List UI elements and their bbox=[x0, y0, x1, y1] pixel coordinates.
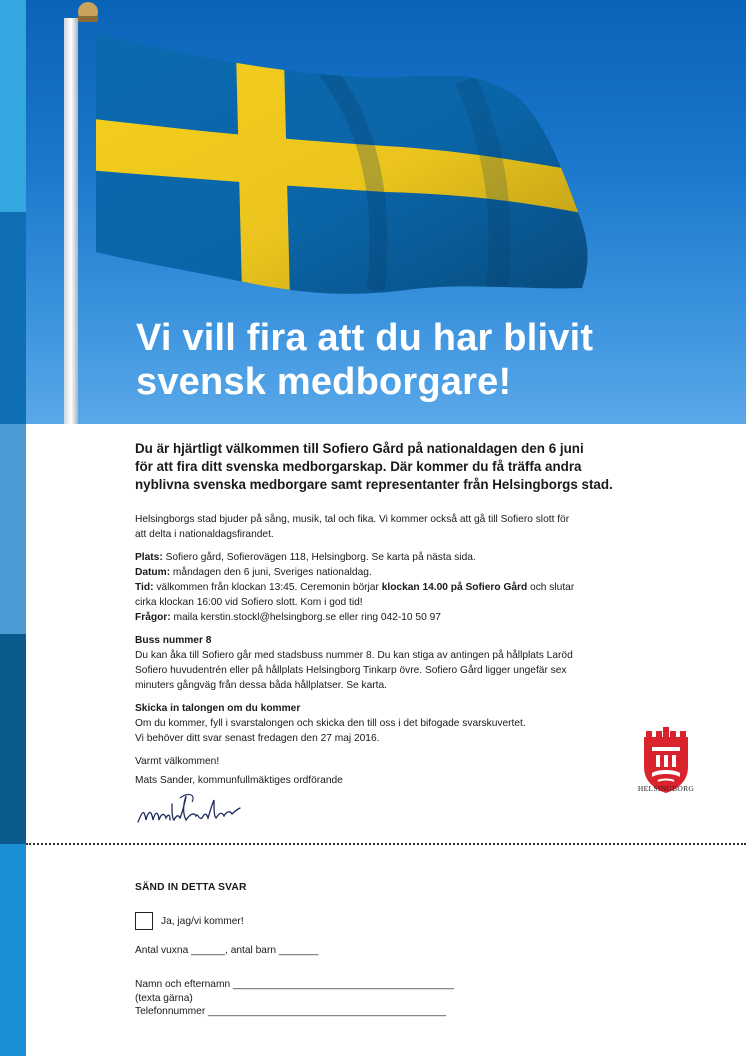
closing-section bbox=[135, 754, 645, 788]
handwritten-signature bbox=[136, 790, 246, 830]
reply-line: Vi behöver ditt svar senast fredagen den 27 maj 2016. bbox=[135, 733, 380, 744]
time-highlight: klockan 14.00 på Sofiero Gård bbox=[381, 582, 528, 593]
name-field[interactable]: Namn och efternamn _______________________________________ bbox=[135, 979, 454, 990]
date-label: Datum: bbox=[135, 567, 171, 578]
form-title: SÄND IN DETTA SVAR bbox=[135, 882, 247, 893]
reply-heading-text: Skicka in talongen om du kommer bbox=[135, 703, 301, 714]
hero-title-line-2: svensk medborgare! bbox=[136, 361, 512, 403]
place-label: Plats: bbox=[135, 552, 163, 563]
bus-line: Du kan åka till Sofiero går med stadsbuss nummer 8. Du kan stiga av antingen på hållplats Laröd bbox=[135, 650, 573, 661]
bus-section bbox=[135, 633, 645, 693]
hero-title bbox=[136, 316, 696, 404]
contact-fields bbox=[135, 978, 454, 1019]
intro-line: Du är hjärtligt välkommen till Sofiero Gård på nationaldagen den 6 juni bbox=[135, 441, 584, 456]
reply-line: Om du kommer, fyll i svarstalongen och skicka den till oss i det bifogade svarskuvertet. bbox=[135, 718, 526, 729]
intro-line: för att fira ditt svenska medborgarskap. Där kommer du få träffa andra bbox=[135, 459, 582, 474]
side-strip-4 bbox=[0, 634, 26, 844]
date-value: måndagen den 6 juni, Sveriges nationaldag. bbox=[170, 567, 372, 578]
attendee-count-field[interactable]: Antal vuxna ______, antal barn _______ bbox=[135, 945, 319, 956]
questions-value: maila kerstin.stockl@helsingborg.se eller ring 042-10 50 97 bbox=[170, 612, 441, 623]
reply-section bbox=[135, 701, 645, 746]
time-value: välkommen från klockan 13:45. Ceremonin börjar bbox=[153, 582, 382, 593]
bus-line: minuters gångväg från dessa båda hållplatser. Se karta. bbox=[135, 680, 388, 691]
offer-paragraph bbox=[135, 512, 645, 542]
helsingborg-logo-text: HELSINGBORG bbox=[637, 784, 695, 793]
reply-heading bbox=[135, 701, 645, 716]
place-row bbox=[135, 550, 645, 565]
cut-line-divider bbox=[26, 843, 746, 845]
hero-title-line-1: Vi vill fira att du har blivit bbox=[136, 317, 594, 359]
time-row-2: cirka klockan 16:00 vid Sofiero slott. Kom i god tid! bbox=[135, 597, 363, 608]
questions-label: Frågor: bbox=[135, 612, 171, 623]
intro-line: nyblivna svenska medborgare samt representanter från Helsingborgs stad. bbox=[135, 477, 613, 492]
offer-line: att delta i nationaldagsfirandet. bbox=[135, 529, 274, 540]
hero-image bbox=[26, 0, 746, 424]
reply-form bbox=[135, 882, 635, 1017]
attendance-checkbox-row[interactable] bbox=[135, 911, 244, 931]
offer-line: Helsingborgs stad bjuder på sång, musik, tal och fika. Vi kommer också att gå till Sofiero slott för bbox=[135, 514, 570, 525]
side-strip-1 bbox=[0, 0, 26, 212]
phone-field[interactable]: Telefonnummer __________________________________________ bbox=[135, 1006, 447, 1017]
questions-row bbox=[135, 610, 645, 625]
bus-heading bbox=[135, 633, 645, 648]
attendance-checkbox[interactable] bbox=[135, 912, 153, 930]
time-value-end: och slutar bbox=[527, 582, 575, 593]
invitation-body bbox=[135, 440, 645, 788]
time-label: Tid: bbox=[135, 582, 154, 593]
name-field-note: (texta gärna) bbox=[135, 992, 193, 1004]
side-strip-2 bbox=[0, 212, 26, 424]
side-strip-5 bbox=[0, 844, 26, 1056]
closing-sender: Mats Sander, kommunfullmäktiges ordförande bbox=[135, 775, 343, 786]
place-value: Sofiero gård, Sofierovägen 118, Helsingborg. Se karta på nästa sida. bbox=[162, 552, 476, 563]
side-strip-3 bbox=[0, 424, 26, 634]
attendance-checkbox-label: Ja, jag/vi kommer! bbox=[161, 915, 244, 927]
date-row bbox=[135, 565, 645, 580]
bus-heading-text: Buss nummer 8 bbox=[135, 635, 212, 646]
bus-line: Sofiero huvudentrén eller på hållplats Helsingborg Tinkarp övre. Sofiero Gård ligger ungefär sex bbox=[135, 665, 567, 676]
details-paragraph bbox=[135, 550, 645, 625]
time-row bbox=[135, 580, 645, 595]
intro-paragraph bbox=[135, 440, 645, 494]
closing-greeting: Varmt välkommen! bbox=[135, 756, 220, 767]
